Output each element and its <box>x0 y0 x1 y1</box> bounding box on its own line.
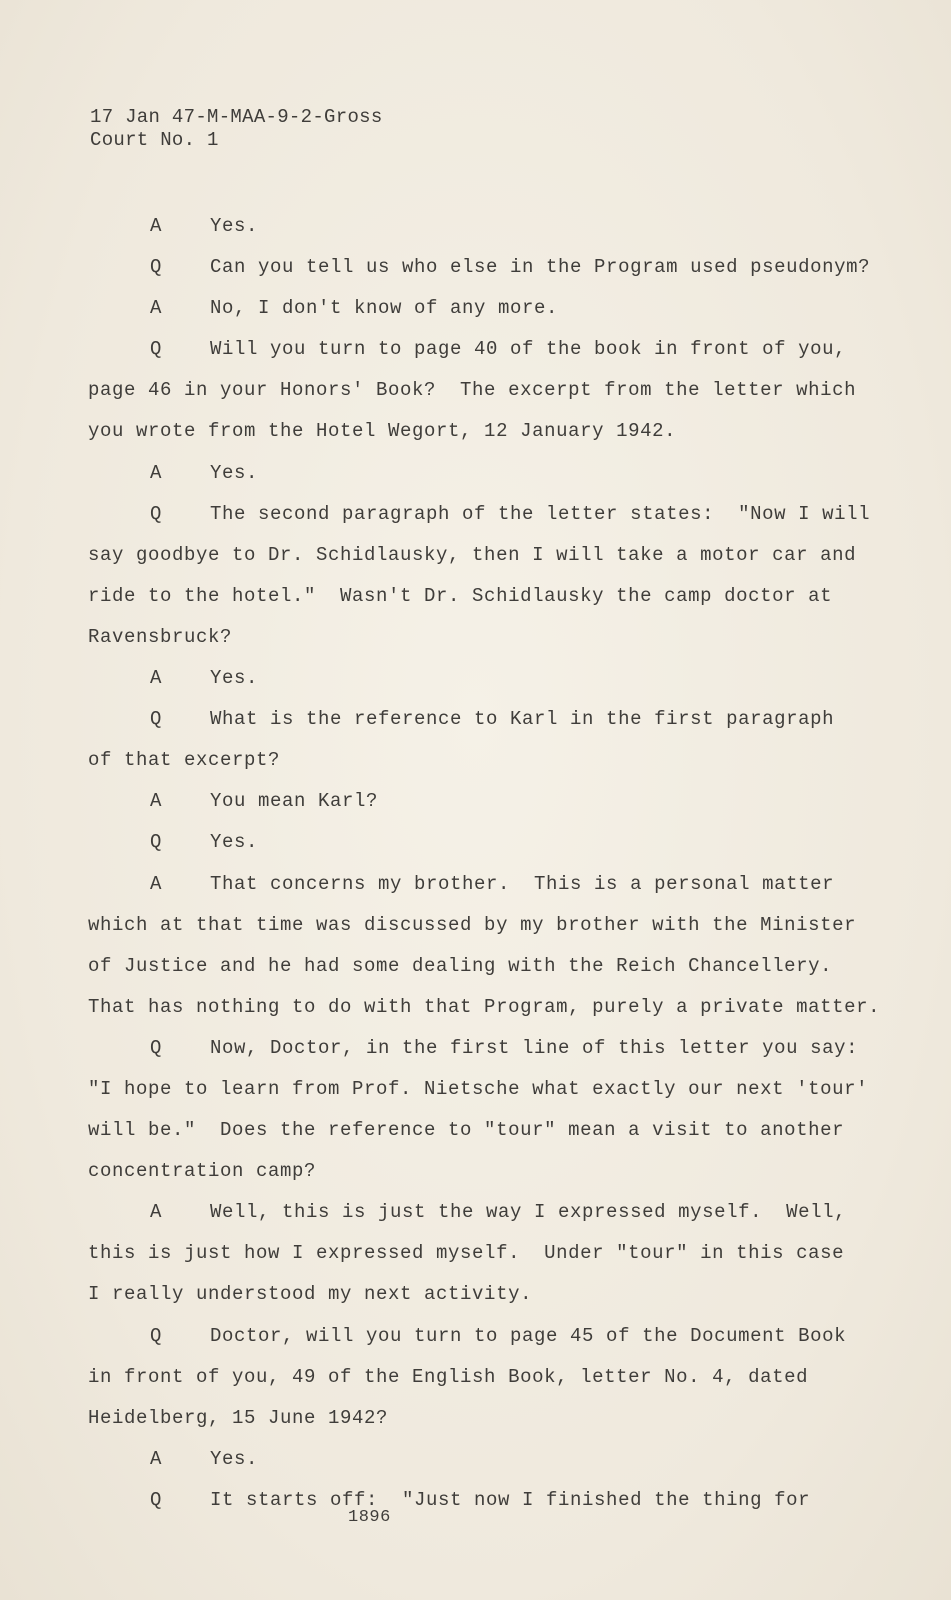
line-text: Heidelberg, 15 June 1942? <box>88 1406 389 1429</box>
transcript-line <box>88 617 908 658</box>
document-header <box>90 106 383 152</box>
header-reference: 17 Jan 47-M-MAA-9-2-Gross <box>90 106 383 128</box>
speaker-label: A <box>150 215 163 237</box>
transcript-line <box>88 1151 908 1192</box>
line-text: Doctor, will you turn to page 45 of the Document Book <box>210 1324 847 1347</box>
line-text: It starts off: "Just now I finished the thing for <box>210 1488 811 1511</box>
line-text: say goodbye to Dr. Schidlausky, then I will take a motor car and <box>88 543 857 566</box>
speaker-label: A <box>150 790 163 813</box>
transcript-body <box>88 206 908 1521</box>
transcript-line <box>88 864 908 905</box>
line-text: I really understood my next activity. <box>88 1283 533 1306</box>
transcript-line <box>88 987 908 1028</box>
transcript-line <box>88 453 908 494</box>
transcript-line <box>88 1274 908 1315</box>
transcript-line <box>88 370 908 411</box>
line-text: Yes. <box>210 461 259 484</box>
speaker-label: Q <box>150 502 163 525</box>
speaker-label: A <box>150 461 163 484</box>
transcript-line <box>88 1233 908 1274</box>
transcript-line <box>88 1110 908 1151</box>
line-text: Now, Doctor, in the first line of this letter you say: <box>210 1036 859 1059</box>
transcript-line <box>88 1480 908 1521</box>
speaker-label: Q <box>150 1324 163 1347</box>
speaker-label: Q <box>150 338 163 361</box>
line-text: That concerns my brother. This is a personal matter <box>210 872 835 895</box>
transcript-line <box>88 329 908 370</box>
line-text: this is just how I expressed myself. Under "tour" in this case <box>88 1242 845 1265</box>
transcript-line <box>88 576 908 617</box>
page-number: 1896 <box>348 1508 391 1527</box>
transcript-line <box>88 288 908 329</box>
transcript-line <box>88 1069 908 1110</box>
line-text: Well, this is just the way I expressed myself. Well, <box>210 1201 847 1224</box>
line-text: Yes. <box>210 667 259 690</box>
line-text: you wrote from the Hotel Wegort, 12 January 1942. <box>88 420 677 443</box>
line-text: in front of you, 49 of the English Book, letter No. 4, dated <box>88 1365 809 1388</box>
speaker-label: Q <box>150 256 163 279</box>
line-text: Yes. <box>210 1447 259 1470</box>
transcript-line <box>88 822 908 863</box>
line-text: of that excerpt? <box>88 749 281 772</box>
transcript-line <box>88 1192 908 1233</box>
speaker-label: A <box>150 1201 163 1224</box>
line-text: page 46 in your Honors' Book? The excerpt from the letter which <box>88 379 857 402</box>
line-text: of Justice and he had some dealing with the Reich Chancellery. <box>88 954 833 977</box>
line-text: No, I don't know of any more. <box>210 297 559 320</box>
transcript-line <box>88 658 908 699</box>
line-text: Yes. <box>210 831 259 854</box>
line-text: Will you turn to page 40 of the book in front of you, <box>210 338 847 361</box>
speaker-label: A <box>150 667 163 690</box>
line-text: You mean Karl? <box>210 790 379 813</box>
transcript-line <box>88 1398 908 1439</box>
line-text: Can you tell us who else in the Program used pseudonym? <box>210 256 871 279</box>
line-text: Ravensbruck? <box>88 625 233 648</box>
line-text: The second paragraph of the letter states: "Now I will <box>210 502 871 525</box>
line-text: "I hope to learn from Prof. Nietsche what exactly our next 'tour' <box>88 1077 869 1100</box>
transcript-line <box>88 946 908 987</box>
line-text: which at that time was discussed by my brother with the Minister <box>88 913 857 936</box>
transcript-line <box>88 206 908 247</box>
line-text: What is the reference to Karl in the first paragraph <box>210 708 835 731</box>
speaker-label: A <box>150 1447 163 1470</box>
speaker-label: Q <box>150 708 163 731</box>
line-text: concentration camp? <box>88 1160 317 1183</box>
line-text: Yes. <box>210 215 259 237</box>
transcript-line <box>88 535 908 576</box>
transcript-line <box>88 247 908 288</box>
transcript-line <box>88 494 908 535</box>
speaker-label: Q <box>150 1036 163 1059</box>
transcript-line <box>88 411 908 452</box>
speaker-label: Q <box>150 1488 163 1511</box>
line-text: will be." Does the reference to "tour" mean a visit to another <box>88 1119 845 1142</box>
transcript-line <box>88 1316 908 1357</box>
transcript-line <box>88 740 908 781</box>
transcript-line <box>88 781 908 822</box>
speaker-label: A <box>150 297 163 320</box>
speaker-label: Q <box>150 831 163 854</box>
header-court: Court No. 1 <box>90 129 219 151</box>
transcript-line <box>88 905 908 946</box>
transcript-line <box>88 1028 908 1069</box>
transcript-line <box>88 1439 908 1480</box>
speaker-label: A <box>150 872 163 895</box>
line-text: That has nothing to do with that Program, purely a private matter. <box>88 995 881 1018</box>
line-text: ride to the hotel." Wasn't Dr. Schidlausky the camp doctor at <box>88 584 833 607</box>
transcript-line <box>88 1357 908 1398</box>
transcript-line <box>88 699 908 740</box>
